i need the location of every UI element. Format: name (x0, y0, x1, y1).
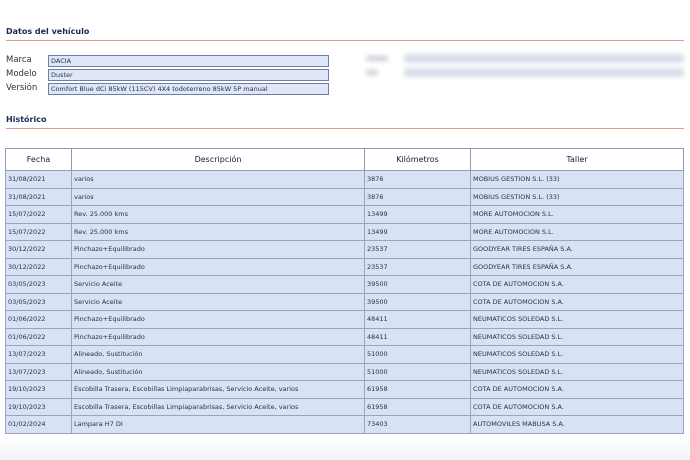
cell-date: 19/10/2023 (6, 398, 72, 416)
cell-description: Rev. 25.000 kms (72, 206, 365, 224)
cell-description: Alineado, Sustitución (72, 346, 365, 364)
cell-description: Alineado, Sustitución (72, 363, 365, 381)
table-row (6, 223, 684, 241)
table-row (6, 398, 684, 416)
table-row (6, 363, 684, 381)
cell-description: Pinchazo+Equilibrado (72, 241, 365, 259)
cell-kilometers: 48411 (365, 311, 471, 329)
cell-workshop: COTA DE AUTOMOCION S.A. (471, 293, 684, 311)
cell-workshop: NEUMATICOS SOLEDAD S.L. (471, 328, 684, 346)
cell-description: Lampara H7 DI (72, 416, 365, 434)
cell-description: varios (72, 171, 365, 189)
cell-date: 31/08/2021 (6, 188, 72, 206)
version-label: Versión (6, 83, 38, 93)
table-row (6, 381, 684, 399)
redacted-label (366, 70, 378, 75)
cell-description: Servicio Aceite (72, 293, 365, 311)
cell-description: Escobilla Trasera, Escobillas Limpiaparabrisas, Servicio Aceite, varios (72, 398, 365, 416)
cell-description: varios (72, 188, 365, 206)
cell-description: Rev. 25.000 kms (72, 223, 365, 241)
cell-date: 19/10/2023 (6, 381, 72, 399)
table-row (6, 328, 684, 346)
cell-date: 30/12/2022 (6, 258, 72, 276)
table-row (6, 416, 684, 434)
table-row (6, 276, 684, 294)
cell-workshop: MORE AUTOMOCION S.L. (471, 206, 684, 224)
cell-workshop: MOBIUS GESTION S.L. (33) (471, 171, 684, 189)
cell-description: Pinchazo+Equilibrado (72, 311, 365, 329)
column-header-date: Fecha (6, 149, 72, 171)
cell-workshop: NEUMATICOS SOLEDAD S.L. (471, 311, 684, 329)
cell-kilometers: 3876 (365, 188, 471, 206)
history-section-divider (6, 128, 684, 129)
cell-kilometers: 61958 (365, 398, 471, 416)
history-table (5, 148, 684, 434)
cell-kilometers: 73403 (365, 416, 471, 434)
cell-date: 01/06/2022 (6, 328, 72, 346)
table-row (6, 293, 684, 311)
brand-field[interactable]: DACIA (48, 55, 329, 67)
cell-workshop: COTA DE AUTOMOCION S.A. (471, 276, 684, 294)
cell-kilometers: 23537 (365, 241, 471, 259)
cell-date: 03/05/2023 (6, 276, 72, 294)
column-header-description: Descripción (72, 149, 365, 171)
vehicle-section-divider (6, 40, 684, 41)
cell-date: 30/12/2022 (6, 241, 72, 259)
cell-kilometers: 13499 (365, 223, 471, 241)
cell-date: 13/07/2023 (6, 346, 72, 364)
redacted-fields (360, 52, 690, 82)
cell-kilometers: 23537 (365, 258, 471, 276)
table-row (6, 346, 684, 364)
history-section-title: Histórico (6, 115, 47, 124)
cell-kilometers: 51000 (365, 363, 471, 381)
cell-kilometers: 51000 (365, 346, 471, 364)
table-row (6, 206, 684, 224)
cell-description: Pinchazo+Equilibrado (72, 258, 365, 276)
table-row (6, 311, 684, 329)
cell-workshop: MORE AUTOMOCION S.L. (471, 223, 684, 241)
cell-workshop: MOBIUS GESTION S.L. (33) (471, 188, 684, 206)
table-header-row (6, 149, 684, 171)
cell-workshop: GOODYEAR TIRES ESPAÑA S.A. (471, 241, 684, 259)
cell-workshop: COTA DE AUTOMOCION S.A. (471, 398, 684, 416)
model-field[interactable]: Duster (48, 69, 329, 81)
cell-workshop: NEUMATICOS SOLEDAD S.L. (471, 363, 684, 381)
column-header-kilometers: Kilómetros (365, 149, 471, 171)
cell-date: 15/07/2022 (6, 223, 72, 241)
brand-label: Marca (6, 55, 32, 65)
table-row (6, 188, 684, 206)
cell-date: 01/02/2024 (6, 416, 72, 434)
cell-workshop: NEUMATICOS SOLEDAD S.L. (471, 346, 684, 364)
vehicle-section-title: Datos del vehículo (6, 27, 90, 36)
table-row (6, 171, 684, 189)
cell-date: 15/07/2022 (6, 206, 72, 224)
redacted-label (366, 56, 388, 61)
cell-kilometers: 3876 (365, 171, 471, 189)
cell-kilometers: 61958 (365, 381, 471, 399)
cell-description: Escobilla Trasera, Escobillas Limpiaparabrisas, Servicio Aceite, varios (72, 381, 365, 399)
cell-description: Servicio Aceite (72, 276, 365, 294)
cell-description: Pinchazo+Equilibrado (72, 328, 365, 346)
cell-workshop: AUTOMOVILES MABUSA S.A. (471, 416, 684, 434)
column-header-workshop: Taller (471, 149, 684, 171)
cell-date: 13/07/2023 (6, 363, 72, 381)
cell-date: 01/06/2022 (6, 311, 72, 329)
version-field[interactable]: Comfort Blue dCi 85kW (115CV) 4X4 todoterreno 85kW 5P manual (48, 83, 329, 95)
redacted-value (404, 68, 684, 77)
cell-kilometers: 39500 (365, 293, 471, 311)
redacted-value (404, 54, 684, 63)
cell-workshop: GOODYEAR TIRES ESPAÑA S.A. (471, 258, 684, 276)
model-label: Modelo (6, 69, 37, 79)
table-row (6, 241, 684, 259)
cell-kilometers: 39500 (365, 276, 471, 294)
cell-workshop: COTA DE AUTOMOCION S.A. (471, 381, 684, 399)
cell-date: 31/08/2021 (6, 171, 72, 189)
cell-kilometers: 13499 (365, 206, 471, 224)
cell-kilometers: 48411 (365, 328, 471, 346)
cell-date: 03/05/2023 (6, 293, 72, 311)
bottom-fade (0, 434, 690, 460)
table-row (6, 258, 684, 276)
